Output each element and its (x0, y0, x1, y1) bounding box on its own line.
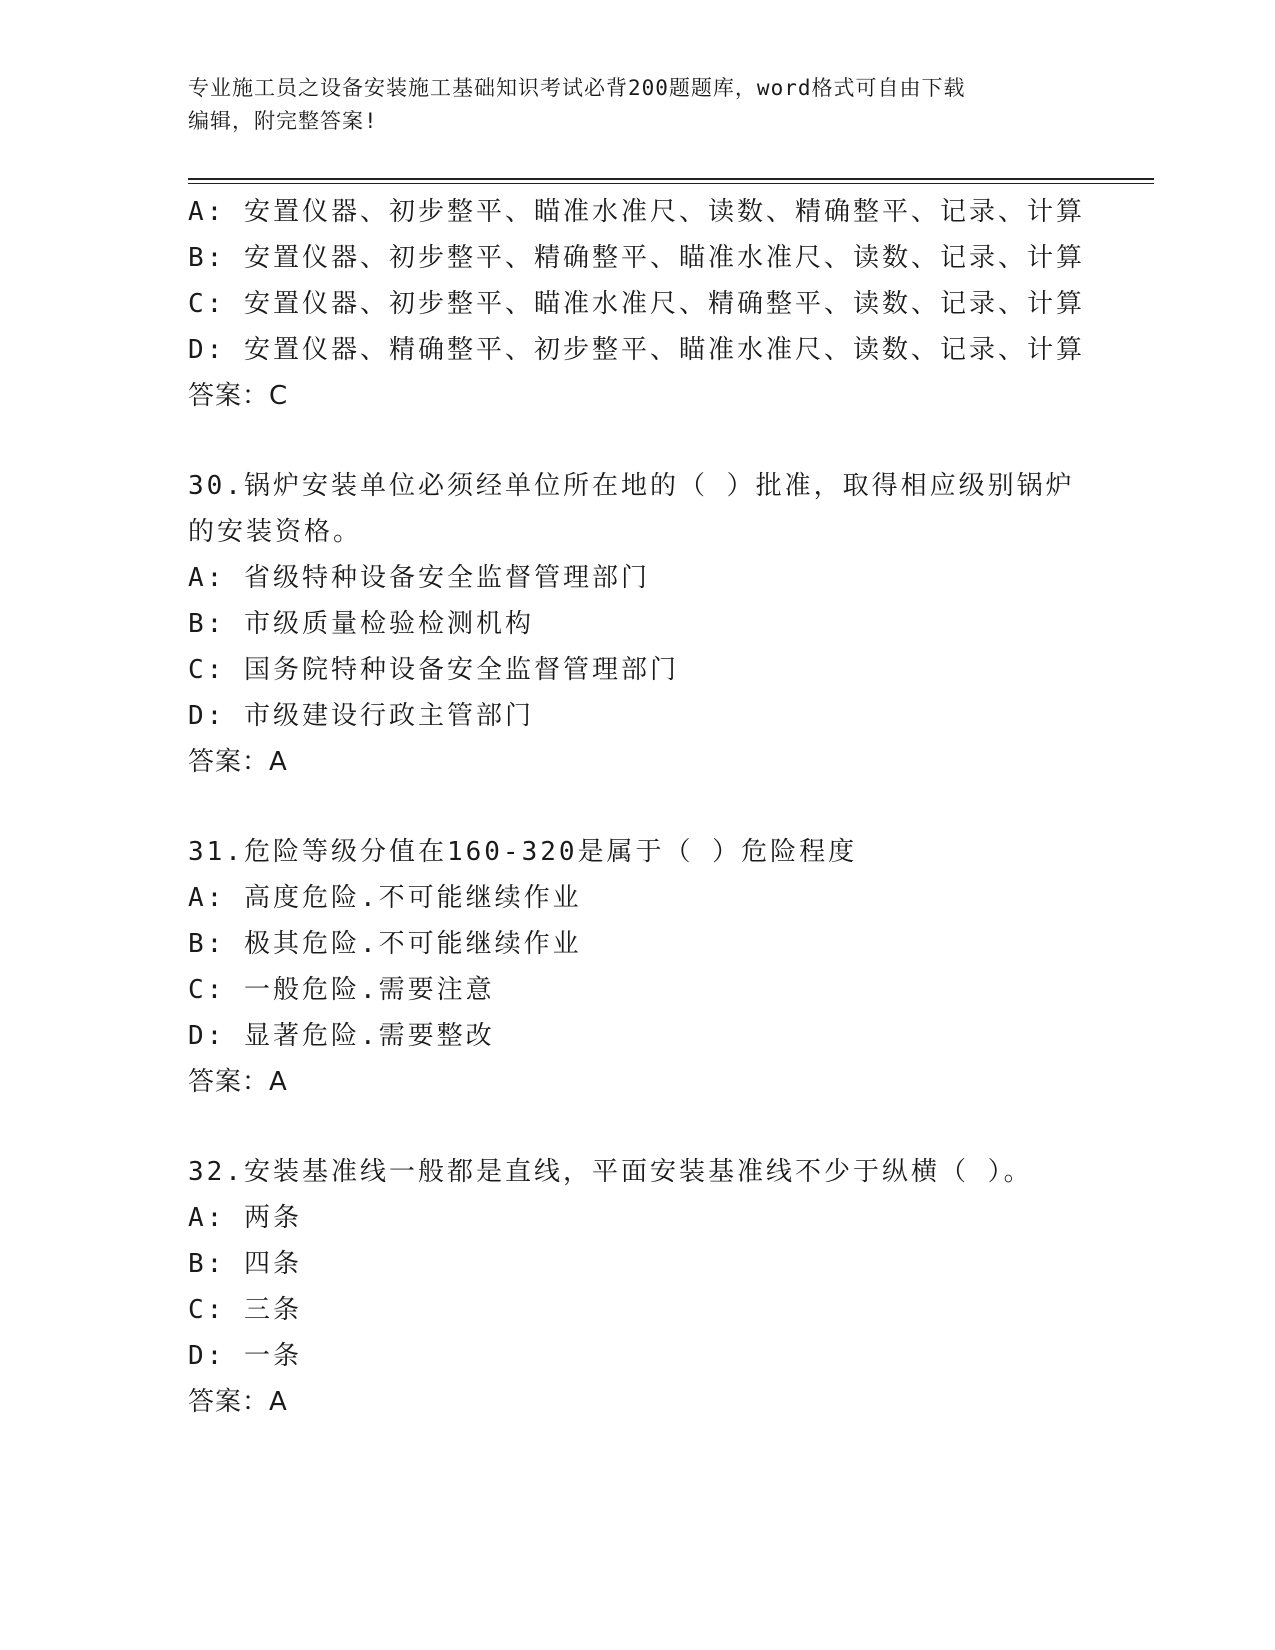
question-stem-line-1: 31.危险等级分值在160-320是属于（ ）危险程度 (188, 837, 858, 867)
header-rule-thick (188, 178, 1154, 180)
question-30 (188, 463, 1088, 785)
question-list (188, 189, 1088, 1425)
option-a: A: 高度危险.不可能继续作业 (188, 883, 582, 913)
question-spacer (188, 419, 1088, 463)
option-b: B: 市级质量检验检测机构 (188, 609, 534, 639)
option-a: A: 两条 (188, 1203, 302, 1233)
question-stem-line-1: 30.锅炉安装单位必须经单位所在地的（ ）批准，取得相应级别锅炉 (188, 471, 1075, 501)
header-rule-thin (188, 183, 1154, 184)
header-line-1: 专业施工员之设备安装施工基础知识考试必背200题题库，word格式可自由下载 (188, 76, 966, 100)
question-stem-line-1: 32.安装基准线一般都是直线，平面安装基准线不少于纵横（ ）。 (188, 1157, 1033, 1187)
answer-line: 答案：C (188, 381, 289, 411)
option-b: B: 安置仪器、初步整平、精确整平、瞄准水准尺、读数、记录、计算 (188, 243, 1085, 273)
option-c: C: 国务院特种设备安全监督管理部门 (188, 655, 679, 685)
question-29-continued (188, 189, 1088, 419)
question-stem-line-2: 的安装资格。 (188, 517, 363, 547)
option-d: D: 安置仪器、精确整平、初步整平、瞄准水准尺、读数、记录、计算 (188, 335, 1085, 365)
option-d: D: 市级建设行政主管部门 (188, 701, 534, 731)
header-line-2: 编辑，附完整答案! (188, 109, 378, 133)
option-b: B: 四条 (188, 1249, 302, 1279)
option-a: A: 省级特种设备安全监督管理部门 (188, 563, 650, 593)
option-c: C: 三条 (188, 1295, 302, 1325)
option-d: D: 显著危险.需要整改 (188, 1021, 495, 1051)
option-a: A: 安置仪器、初步整平、瞄准水准尺、读数、精确整平、记录、计算 (188, 197, 1085, 227)
option-c: C: 一般危险.需要注意 (188, 975, 495, 1005)
question-spacer (188, 1105, 1088, 1149)
option-c: C: 安置仪器、初步整平、瞄准水准尺、精确整平、读数、记录、计算 (188, 289, 1085, 319)
document-header (188, 72, 1068, 138)
question-32 (188, 1149, 1088, 1425)
answer-line: 答案：A (188, 1387, 288, 1417)
option-d: D: 一条 (188, 1341, 302, 1371)
question-31 (188, 829, 1088, 1105)
question-spacer (188, 785, 1088, 829)
answer-line: 答案：A (188, 1067, 288, 1097)
option-b: B: 极其危险.不可能继续作业 (188, 929, 582, 959)
answer-line: 答案：A (188, 747, 288, 777)
